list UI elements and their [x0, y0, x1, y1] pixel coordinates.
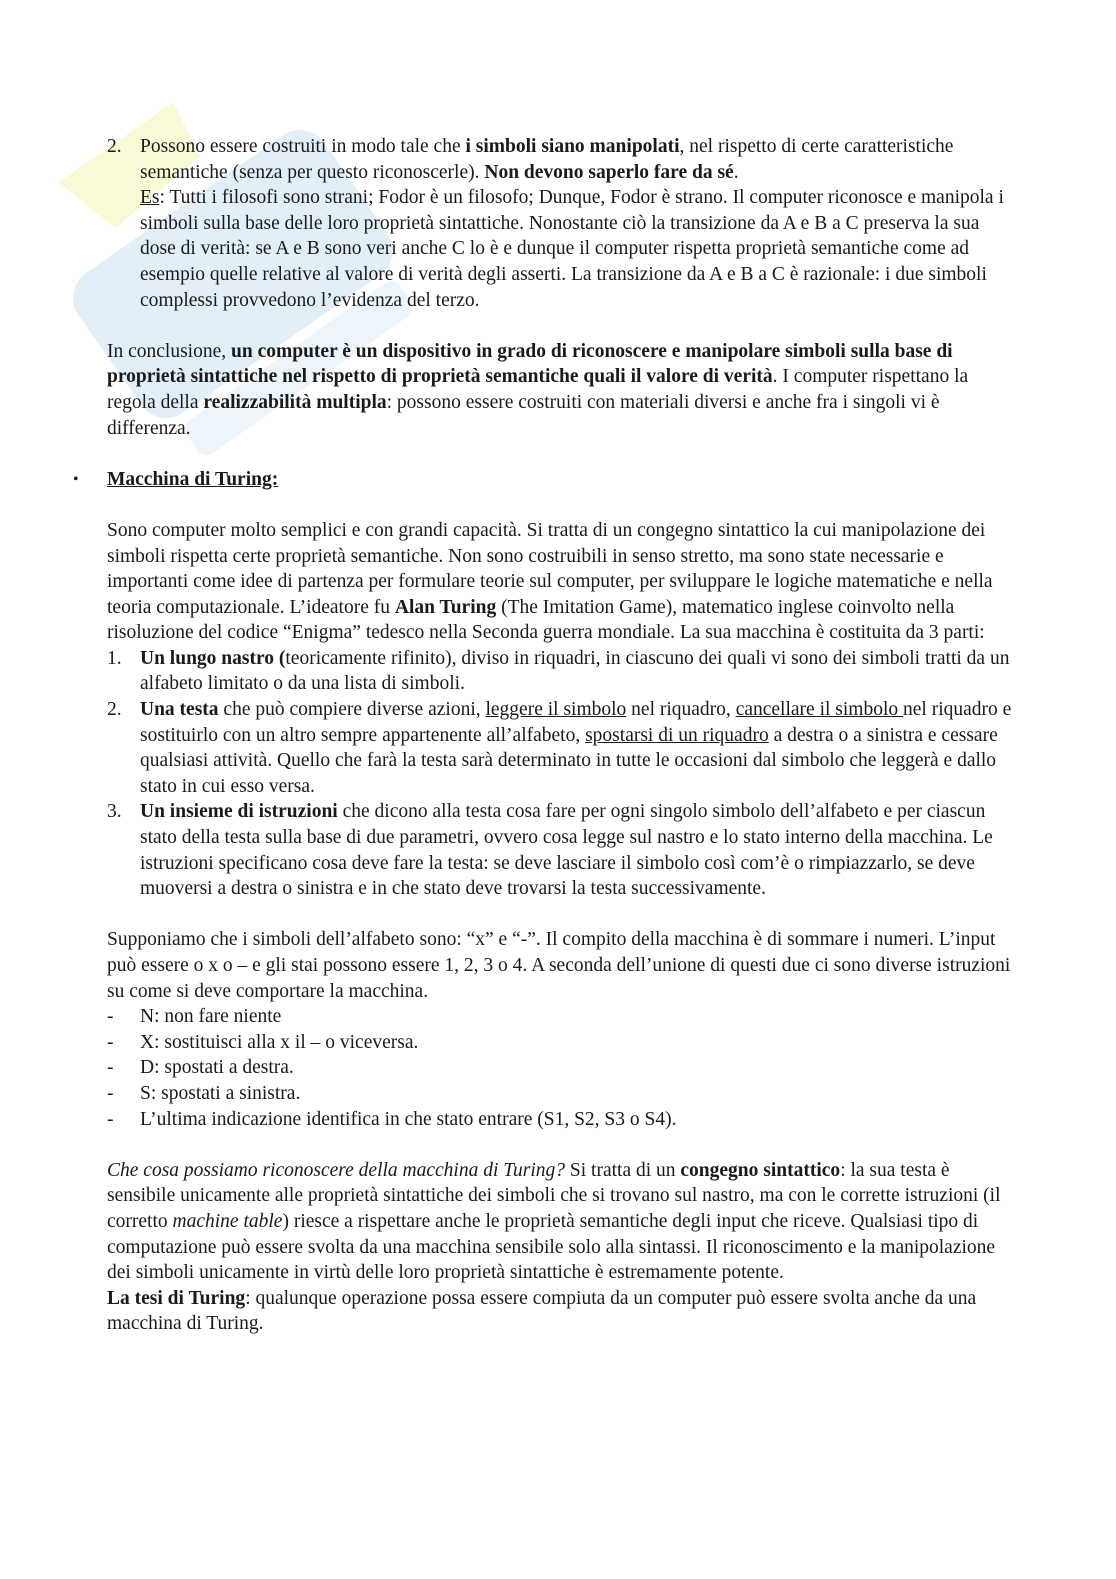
conclusion-paragraph: In conclusione, un computer è un dispositivo in grado di riconoscere e manipolare simboli sulla base di proprietà sintattiche nel rispetto di proprietà semantiche quali il valore di verità. I computer rispettano la regola della realizzabilità multipla: possono essere costruiti con materiali diversi e anche fra i singoli vi è differenza. [107, 340, 969, 439]
list-item: - S: spostati a sinistra. [107, 1082, 301, 1104]
list-number: 1. [107, 647, 122, 669]
parts-list [107, 646, 1017, 902]
section-heading [73, 467, 1017, 493]
bullet-icon: • [73, 470, 79, 488]
section-title: Macchina di Turing: [107, 468, 279, 490]
instructions-list [107, 1004, 1017, 1132]
recognize-paragraph: Che cosa possiamo riconoscere della macchina di Turing? Si tratta di un congegno sintattico: la sua testa è sensibile unicamente alle proprietà sintattiche dei simboli che si trovano sul nastro, ma con le corrette istruzioni (il corretto machine table) riesce a rispettare anche le proprietà semantiche degli input che riceve. Qualsiasi tipo di computazione può essere svolta da una macchina sensibile solo alla sintassi. Il riconoscimento e la manipolazione dei simboli unicamente in virtù delle loro proprietà sintattiche è estremamente potente. [107, 1159, 1001, 1284]
list-item: 2. Una testa che può compiere diverse azioni, leggere il simbolo nel riquadro, cancellare il simbolo nel riquadro e sostituirlo con un altro sempre appartenente all’alfabeto, spostarsi di un riquadro a destra o a sinistra e cessare qualsiasi attività. Quello che farà la testa sarà determinato in tutte le occasioni dal simbolo che leggerà e dallo stato in cui esso versa. [107, 699, 1012, 797]
list-item: - X: sostituisci alla x il – o viceversa. [107, 1031, 419, 1053]
list-number: 2. [107, 699, 122, 721]
list-item: - L’ultima indicazione identifica in che stato entrare (S1, S2, S3 o S4). [107, 1108, 677, 1130]
list-item: 3. Un insieme di istruzioni che dicono alla testa cosa fare per ogni singolo simbolo dell’alfabeto e per ciascun stato della testa sulla base di due parametri, ovvero cosa legge sul nastro e lo stato interno della macchina. Le istruzioni specificano cosa deve fare la testa: se deve lasciare il simbolo così com’è o rimpiazzarlo, se deve muoversi a destra o sinistra e in che stato deve trovarsi la testa successivamente. [107, 801, 993, 900]
list-item: - N: non fare niente [107, 1006, 282, 1028]
list-item: - D: spostati a destra. [107, 1057, 294, 1079]
example-paragraph: Supponiamo che i simboli dell’alfabeto sono: “x” e “-”. Il compito della macchina è di sommare i numeri. L’input può essere o x o – e gli stai possono essere 1, 2, 3 o 4. A seconda dell’unione di questi due ci sono diverse istruzioni su come si deve comportare la macchina. [107, 929, 1011, 1002]
document-body [73, 134, 1017, 1337]
list-number: 2. [107, 136, 122, 157]
list-item: 1. Un lungo nastro (teoricamente rifinito), diviso in riquadri, in ciascuno dei quali vi sono dei simboli tratti da un alfabeto limitato o da una lista di simboli. [107, 647, 1010, 695]
turing-thesis-paragraph: La tesi di Turing: qualunque operazione possa essere compiuta da un computer può essere svolta anche da una macchina di Turing. [107, 1287, 977, 1335]
continued-list [107, 134, 1017, 313]
example-label: Es [140, 187, 160, 209]
intro-paragraph: Sono computer molto semplici e con grandi capacità. Si tratta di un congegno sintattico la cui manipolazione dei simboli rispetta certe proprietà semantiche. Non sono costruibili in senso stretto, ma sono state necessarie e importanti come idee di partenza per formulare teorie sul computer, per sviluppare le logiche matematiche e nella teoria computazionale. L’ideatore fu Alan Turing (The Imitation Game), matematico inglese coinvolto nella risoluzione del codice “Enigma” tedesco nella Seconda guerra mondiale. La sua macchina è costituita da 3 parti: [107, 519, 993, 644]
list-number: 3. [107, 801, 122, 823]
list-item-2: 2. Possono essere costruiti in modo tale che i simboli siano manipolati, nel rispetto di certe caratteristiche semantiche (senza per questo riconoscerle). Non devono saperlo fare da sé. Es: Tutti i filosofi sono strani; Fodor è un filosofo; Dunque, Fodor è strano. Il computer riconosce e manipola i simboli sulla base delle loro proprietà sintattiche. Nonostante ciò la transizione da A e B a C preserva la sua dose di verità: se A e B sono veri anche C lo è e dunque il computer rispetta proprietà semantiche come ad esempio quelle relative al valore di verità degli asserti. La transizione da A e B a C è razionale: i due simboli complessi provvedono l’evidenza del terzo. [107, 136, 1004, 311]
